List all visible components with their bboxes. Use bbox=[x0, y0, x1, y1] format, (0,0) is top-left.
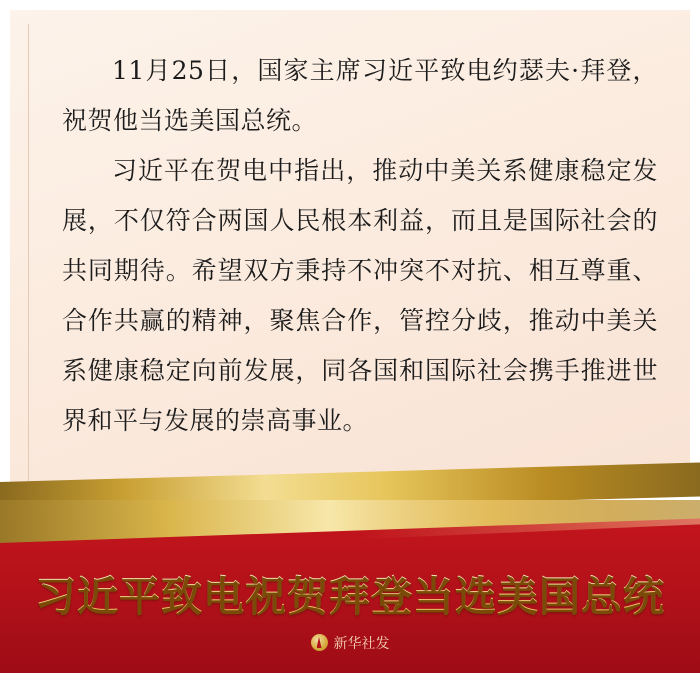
headline-banner bbox=[0, 500, 700, 673]
xinhua-triangle-logo-icon bbox=[311, 634, 328, 651]
article-paragraph-2: 习近平在贺电中指出，推动中美关系健康稳定发展，不仅符合两国人民根本利益，而且是国际社会的共同期待。希望双方秉持不冲突不对抗、相互尊重、合作共赢的精神，聚焦合作，管控分歧，推动中美关系健康稳定向前发展，同各国和国际社会携手推进世界和平与发展的崇高事业。 bbox=[62, 156, 658, 435]
credit-line bbox=[0, 633, 700, 656]
headline-title: 习近平致电祝贺拜登当选美国总统 bbox=[0, 572, 700, 620]
article-body bbox=[62, 46, 658, 446]
credit-inner bbox=[311, 633, 390, 653]
credit-text: 新华社发 bbox=[333, 635, 390, 652]
article-paper-panel bbox=[10, 10, 690, 490]
article-paragraph-1: 11月25日，国家主席习近平致电约瑟夫·拜登，祝贺他当选美国总统。 bbox=[62, 56, 658, 135]
